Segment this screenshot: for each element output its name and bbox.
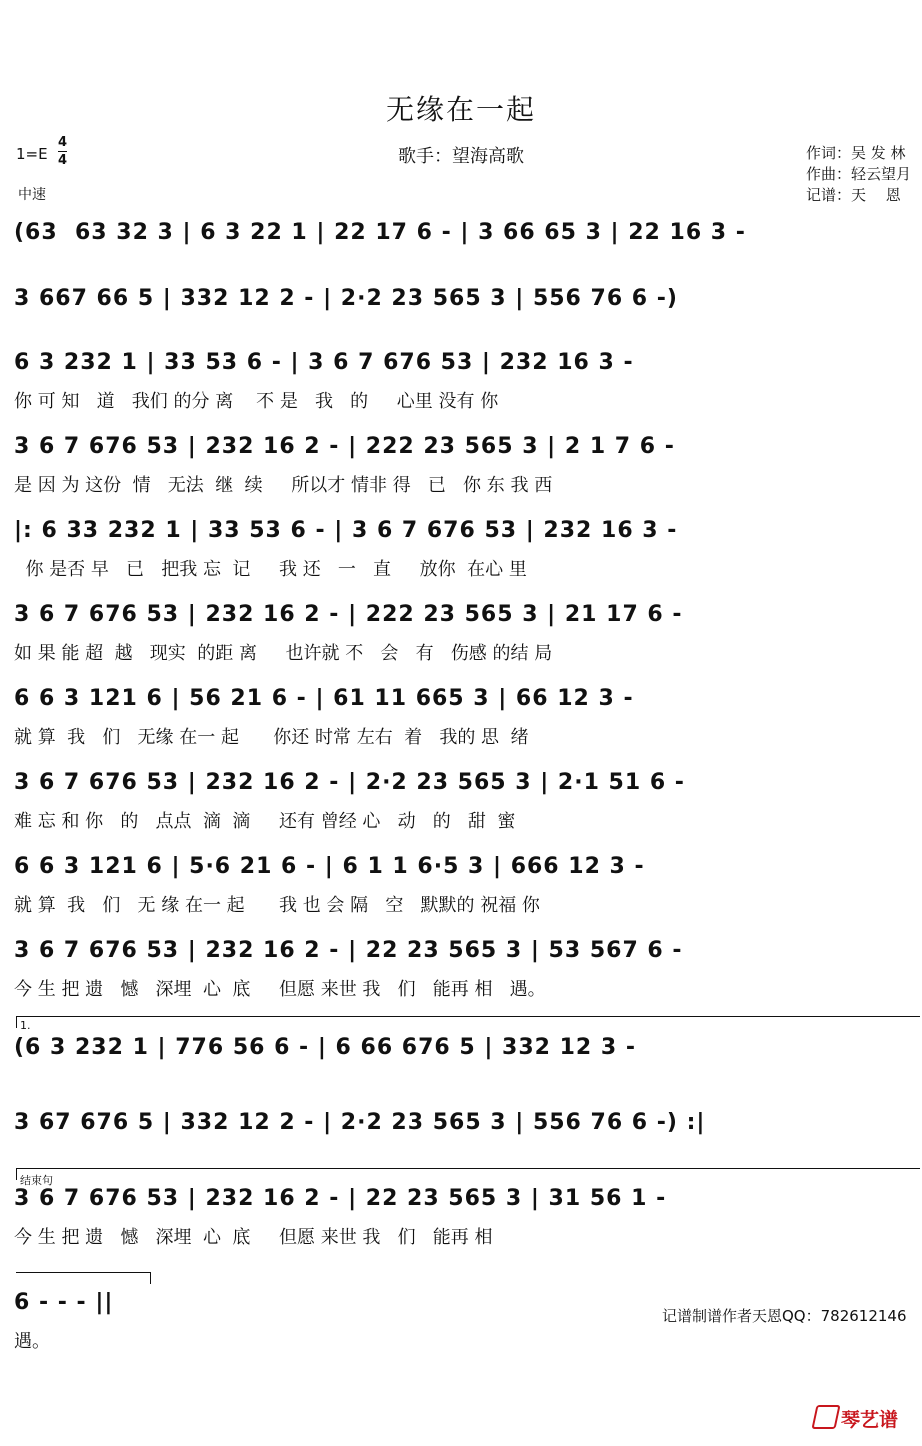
volta-bracket-edge	[16, 1016, 17, 1028]
score-line-11-notes: (6 3 232 1 | 776 56 6 - | 6 66 676 5 | 332 12 3 -	[14, 1035, 636, 1060]
site-logo	[814, 1405, 898, 1432]
logo-text: 琴艺谱	[841, 1409, 899, 1431]
ending-bracket-line	[16, 1168, 920, 1169]
key-signature	[16, 136, 76, 172]
logo-mark-icon	[811, 1405, 840, 1429]
volta-bracket-line	[16, 1016, 920, 1017]
singer-line: 歌手：望海高歌	[398, 146, 524, 167]
score-line-5-lyrics: 你 是否 早 已 把我 忘 记 我 还 一 直 放你 在心 里	[14, 559, 527, 580]
final-bracket-edge	[150, 1272, 151, 1284]
score-line-1-notes: (63 63 32 3 | 6 3 22 1 | 22 17 6 - | 3 66 65 3 | 22 16 3 -	[14, 220, 746, 245]
song-title: 无缘在一起	[385, 93, 536, 126]
score-line-8-lyrics: 难 忘 和 你 的 点点 滴 滴 还有 曾经 心 动 的 甜 蜜	[14, 811, 516, 832]
score-line-10-lyrics: 今 生 把 遗 憾 深埋 心 底 但愿 来世 我 们 能再 相 遇。	[14, 979, 546, 1000]
score-line-13-notes: 3 6 7 676 53 | 232 16 2 - | 22 23 565 3 | 31 56 1 -	[14, 1186, 667, 1211]
time-signature	[58, 134, 67, 169]
time-denominator: 4	[58, 153, 68, 168]
score-line-9-notes: 6 6 3 121 6 | 5·6 21 6 - | 6 1 1 6·5 3 | 666 12 3 -	[14, 854, 645, 879]
lyricist: 作词：吴 发 林	[806, 144, 906, 162]
score-line-12-notes: 3 67 676 5 | 332 12 2 - | 2·2 23 565 3 | 556 76 6 -) :|	[14, 1110, 706, 1135]
time-numerator: 4	[58, 135, 68, 150]
ending-label: 结束句	[20, 1174, 53, 1187]
final-bracket-line	[16, 1272, 150, 1273]
score-line-3-lyrics: 你 可 知 道 我们 的分 离 不 是 我 的 心里 没有 你	[14, 391, 499, 412]
volta-first-label: 1.	[20, 1019, 31, 1032]
key-label: 1=E	[16, 145, 48, 163]
ending-bracket-edge	[16, 1168, 17, 1180]
score-line-4-notes: 3 6 7 676 53 | 232 16 2 - | 222 23 565 3 | 2 1 7 6 -	[14, 434, 675, 459]
score-line-6-notes: 3 6 7 676 53 | 232 16 2 - | 222 23 565 3 | 21 17 6 -	[14, 602, 683, 627]
score-line-8-notes: 3 6 7 676 53 | 232 16 2 - | 2·2 23 565 3 | 2·1 51 6 -	[14, 770, 685, 795]
score-line-7-notes: 6 6 3 121 6 | 56 21 6 - | 61 11 665 3 | 66 12 3 -	[14, 686, 634, 711]
score-line-7-lyrics: 就 算 我 们 无缘 在一 起 你还 时常 左右 着 我的 思 绪	[14, 727, 529, 748]
score-line-5-notes: |: 6 33 232 1 | 33 53 6 - | 3 6 7 676 53 | 232 16 3 -	[14, 518, 678, 543]
score-line-14-lyrics: 遇。	[14, 1331, 50, 1352]
score-line-9-lyrics: 就 算 我 们 无 缘 在一 起 我 也 会 隔 空 默默的 祝福 你	[14, 895, 540, 916]
score-line-6-lyrics: 如 果 能 超 越 现实 的距 离 也许就 不 会 有 伤感 的结 局	[14, 643, 553, 664]
score-line-10-notes: 3 6 7 676 53 | 232 16 2 - | 22 23 565 3 | 53 567 6 -	[14, 938, 683, 963]
tempo-marking: 中速	[18, 187, 46, 203]
score-line-13-lyrics: 今 生 把 遗 憾 深埋 心 底 但愿 来世 我 们 能再 相	[14, 1227, 493, 1248]
transcriber-credit: 记谱制谱作者天恩QQ：782612146	[662, 1307, 907, 1325]
score-line-4-lyrics: 是 因 为 这份 情 无法 继 续 所以才 情非 得 已 你 东 我 西	[14, 475, 553, 496]
score-line-2-notes: 3 667 66 5 | 332 12 2 - | 2·2 23 565 3 | 556 76 6 -)	[14, 286, 678, 311]
score-line-14-notes: 6 - - - ||	[14, 1290, 114, 1315]
credits-block	[806, 143, 911, 206]
score-line-3-notes: 6 3 232 1 | 33 53 6 - | 3 6 7 676 53 | 232 16 3 -	[14, 350, 634, 375]
transcriber: 记谱：天 恩	[806, 186, 901, 204]
composer: 作曲：轻云望月	[806, 165, 912, 183]
